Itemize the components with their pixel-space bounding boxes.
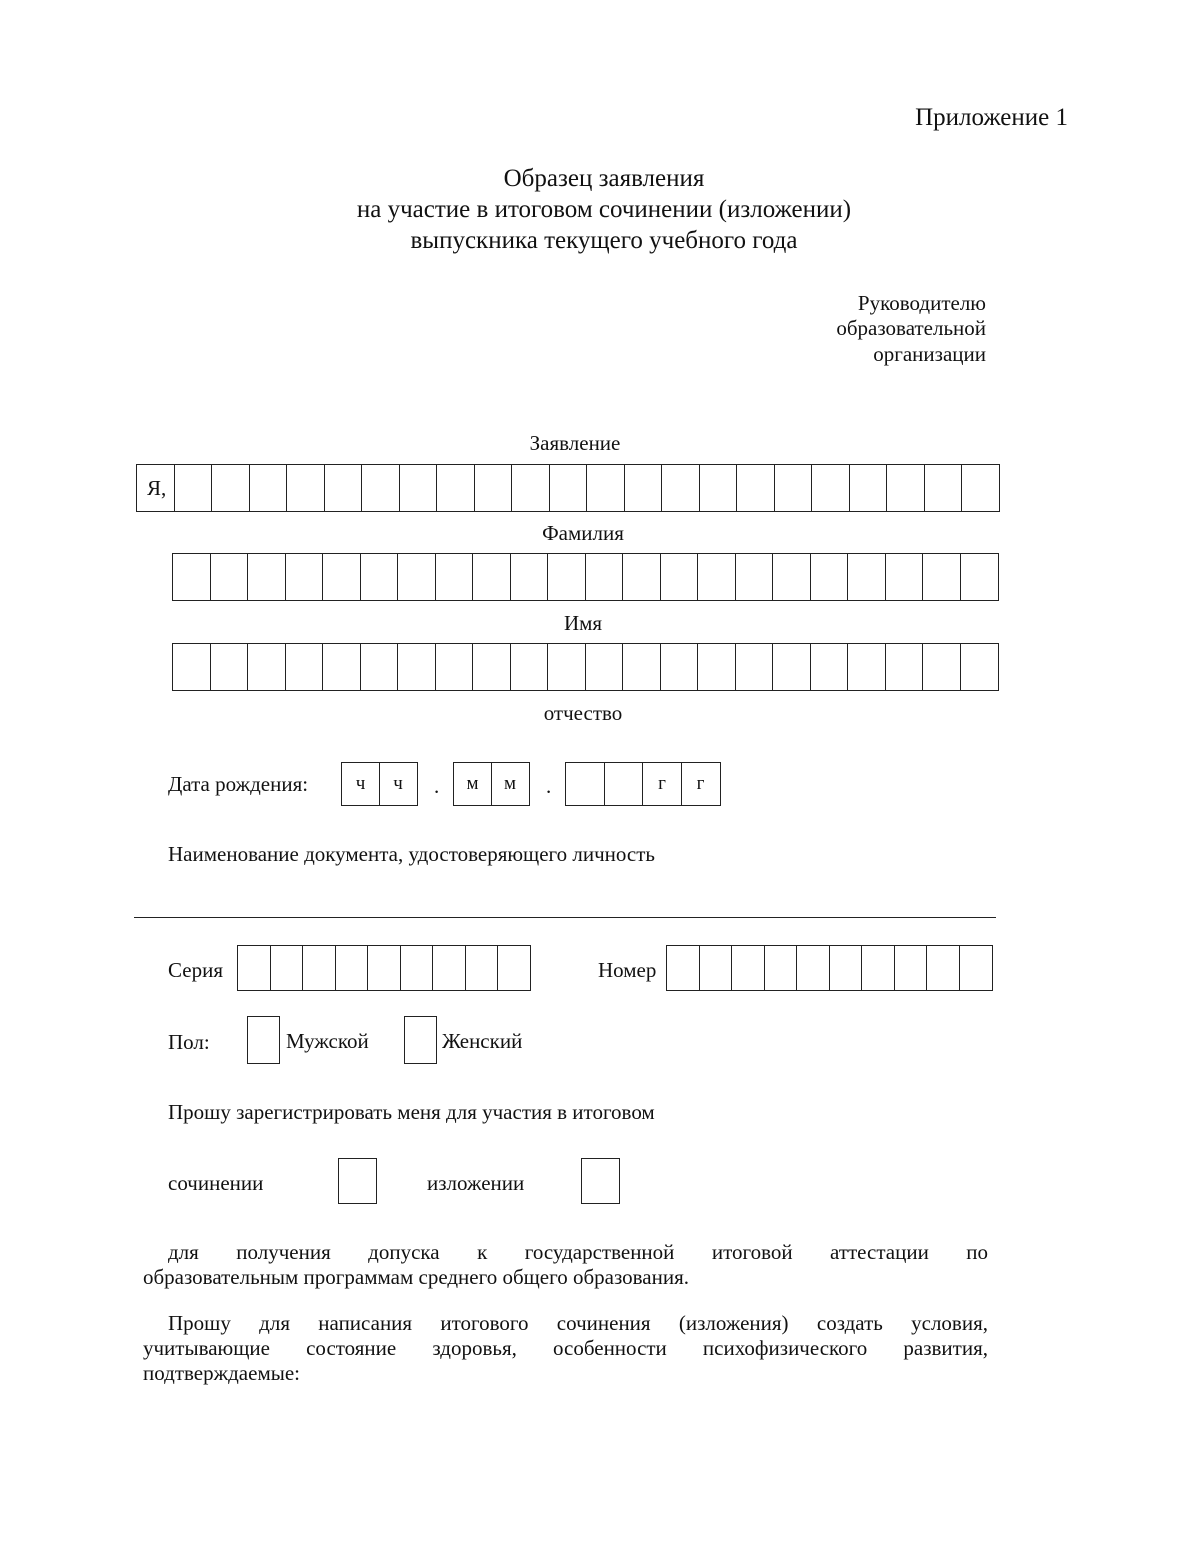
surname-letter-cell[interactable] xyxy=(174,464,213,512)
name-letter-cell[interactable] xyxy=(397,553,436,601)
name-letter-cell[interactable] xyxy=(885,553,924,601)
patronymic-letter-cell[interactable] xyxy=(660,643,699,691)
name-cells xyxy=(172,553,999,601)
number-digit-cell[interactable] xyxy=(731,945,765,991)
number-digit-cell[interactable] xyxy=(861,945,895,991)
day-cell[interactable]: ч xyxy=(341,762,380,806)
patronymic-letter-cell[interactable] xyxy=(810,643,849,691)
name-letter-cell[interactable] xyxy=(585,553,624,601)
male-checkbox[interactable] xyxy=(247,1016,280,1064)
surname-letter-cell[interactable] xyxy=(474,464,513,512)
patronymic-letter-cell[interactable] xyxy=(772,643,811,691)
first-person-cell: Я, xyxy=(136,464,175,512)
essay-checkbox[interactable] xyxy=(338,1158,377,1204)
number-cells xyxy=(666,945,993,991)
form-heading: Заявление xyxy=(529,431,621,455)
patronymic-letter-cell[interactable] xyxy=(472,643,511,691)
patronymic-letter-cell[interactable] xyxy=(585,643,624,691)
patronymic-caption: отчество xyxy=(543,701,623,725)
surname-cells xyxy=(136,464,1000,512)
paragraph-2-line-3: подтверждаемые: xyxy=(143,1361,300,1385)
number-digit-cell[interactable] xyxy=(764,945,798,991)
patronymic-letter-cell[interactable] xyxy=(285,643,324,691)
female-checkbox[interactable] xyxy=(404,1016,437,1064)
presentation-checkbox[interactable] xyxy=(581,1158,620,1204)
number-digit-cell[interactable] xyxy=(666,945,700,991)
number-digit-cell[interactable] xyxy=(926,945,960,991)
surname-letter-cell[interactable] xyxy=(511,464,550,512)
name-letter-cell[interactable] xyxy=(472,553,511,601)
presentation-label: изложении xyxy=(427,1171,525,1195)
patronymic-letter-cell[interactable] xyxy=(735,643,774,691)
id-document-line[interactable] xyxy=(134,917,996,918)
doc-title-line-2: на участие в итоговом сочинении (изложении) xyxy=(356,196,852,223)
series-digit-cell[interactable] xyxy=(270,945,304,991)
birth-date-label: Дата рождения: xyxy=(168,772,309,796)
surname-letter-cell[interactable] xyxy=(774,464,813,512)
number-digit-cell[interactable] xyxy=(796,945,830,991)
name-letter-cell[interactable] xyxy=(210,553,249,601)
name-caption: Имя xyxy=(563,611,603,635)
name-letter-cell[interactable] xyxy=(247,553,286,601)
series-digit-cell[interactable] xyxy=(432,945,466,991)
register-text: Прошу зарегистрировать меня для участия в итоговом xyxy=(168,1100,655,1124)
surname-letter-cell[interactable] xyxy=(586,464,625,512)
name-letter-cell[interactable] xyxy=(735,553,774,601)
surname-letter-cell[interactable] xyxy=(324,464,363,512)
number-digit-cell[interactable] xyxy=(959,945,993,991)
surname-letter-cell[interactable] xyxy=(286,464,325,512)
name-letter-cell[interactable] xyxy=(435,553,474,601)
series-digit-cell[interactable] xyxy=(400,945,434,991)
number-label: Номер xyxy=(598,958,657,982)
patronymic-letter-cell[interactable] xyxy=(847,643,886,691)
name-letter-cell[interactable] xyxy=(510,553,549,601)
month-cell[interactable]: м xyxy=(453,762,492,806)
patronymic-letter-cell[interactable] xyxy=(697,643,736,691)
series-cells xyxy=(237,945,531,991)
patronymic-letter-cell[interactable] xyxy=(172,643,211,691)
paragraph-1-line-2: образовательным программам среднего общего образования. xyxy=(143,1265,689,1289)
patronymic-letter-cell[interactable] xyxy=(397,643,436,691)
series-digit-cell[interactable] xyxy=(237,945,271,991)
name-letter-cell[interactable] xyxy=(847,553,886,601)
addressee-line-1: Руководителю xyxy=(857,291,986,315)
paragraph-1-line-1: для получения допуска к государственной итоговой аттестации по xyxy=(168,1240,988,1264)
paragraph-2-line-2: учитывающие состояние здоровья, особенности психофизического развития, xyxy=(143,1336,988,1360)
patronymic-letter-cell[interactable] xyxy=(210,643,249,691)
patronymic-cells xyxy=(172,643,999,691)
patronymic-letter-cell[interactable] xyxy=(922,643,961,691)
surname-caption: Фамилия xyxy=(542,521,624,545)
addressee-line-2: образовательной xyxy=(836,316,986,340)
surname-letter-cell[interactable] xyxy=(699,464,738,512)
surname-letter-cell[interactable] xyxy=(361,464,400,512)
series-digit-cell[interactable] xyxy=(465,945,499,991)
number-digit-cell[interactable] xyxy=(829,945,863,991)
surname-letter-cell[interactable] xyxy=(549,464,588,512)
patronymic-letter-cell[interactable] xyxy=(547,643,586,691)
surname-letter-cell[interactable] xyxy=(961,464,1000,512)
surname-letter-cell[interactable] xyxy=(399,464,438,512)
patronymic-letter-cell[interactable] xyxy=(322,643,361,691)
year-cell[interactable]: г xyxy=(642,762,682,806)
series-digit-cell[interactable] xyxy=(335,945,369,991)
male-label: Мужской xyxy=(286,1029,369,1053)
series-label: Серия xyxy=(168,958,223,982)
surname-letter-cell[interactable] xyxy=(624,464,663,512)
birth-year-cells xyxy=(565,762,721,806)
surname-letter-cell[interactable] xyxy=(211,464,250,512)
addressee-line-3: организации xyxy=(873,342,986,366)
number-digit-cell[interactable] xyxy=(699,945,733,991)
patronymic-letter-cell[interactable] xyxy=(247,643,286,691)
name-letter-cell[interactable] xyxy=(360,553,399,601)
surname-letter-cell[interactable] xyxy=(736,464,775,512)
year-cell[interactable] xyxy=(604,762,644,806)
patronymic-letter-cell[interactable] xyxy=(960,643,999,691)
paragraph-2-line-1: Прошу для написания итогового сочинения (изложения) создать условия, xyxy=(168,1311,988,1335)
month-cell[interactable]: м xyxy=(491,762,530,806)
name-letter-cell[interactable] xyxy=(660,553,699,601)
name-letter-cell[interactable] xyxy=(322,553,361,601)
name-letter-cell[interactable] xyxy=(810,553,849,601)
date-separator: . xyxy=(434,774,440,798)
female-label: Женский xyxy=(442,1029,523,1053)
year-cell[interactable] xyxy=(565,762,605,806)
series-digit-cell[interactable] xyxy=(497,945,531,991)
id-document-label: Наименование документа, удостоверяющего личность xyxy=(168,842,656,866)
appendix-label: Приложение 1 xyxy=(915,104,1068,131)
name-letter-cell[interactable] xyxy=(622,553,661,601)
essay-label: сочинении xyxy=(168,1171,264,1195)
patronymic-letter-cell[interactable] xyxy=(510,643,549,691)
name-letter-cell[interactable] xyxy=(922,553,961,601)
birth-day-cells xyxy=(341,762,418,806)
name-letter-cell[interactable] xyxy=(697,553,736,601)
surname-letter-cell[interactable] xyxy=(436,464,475,512)
surname-letter-cell[interactable] xyxy=(886,464,925,512)
series-digit-cell[interactable] xyxy=(302,945,336,991)
number-digit-cell[interactable] xyxy=(894,945,928,991)
name-letter-cell[interactable] xyxy=(547,553,586,601)
series-digit-cell[interactable] xyxy=(367,945,401,991)
name-letter-cell[interactable] xyxy=(772,553,811,601)
patronymic-letter-cell[interactable] xyxy=(885,643,924,691)
surname-letter-cell[interactable] xyxy=(661,464,700,512)
patronymic-letter-cell[interactable] xyxy=(622,643,661,691)
surname-letter-cell[interactable] xyxy=(249,464,288,512)
doc-title-line-1: Образец заявления xyxy=(503,165,705,192)
year-cell[interactable]: г xyxy=(681,762,721,806)
patronymic-letter-cell[interactable] xyxy=(360,643,399,691)
surname-letter-cell[interactable] xyxy=(811,464,850,512)
surname-letter-cell[interactable] xyxy=(924,464,963,512)
sex-label: Пол: xyxy=(168,1030,210,1054)
birth-month-cells xyxy=(453,762,530,806)
name-letter-cell[interactable] xyxy=(172,553,211,601)
name-letter-cell[interactable] xyxy=(285,553,324,601)
patronymic-letter-cell[interactable] xyxy=(435,643,474,691)
surname-letter-cell[interactable] xyxy=(849,464,888,512)
day-cell[interactable]: ч xyxy=(379,762,418,806)
doc-title-line-3: выпускника текущего учебного года xyxy=(410,227,798,254)
date-separator: . xyxy=(546,774,552,798)
name-letter-cell[interactable] xyxy=(960,553,999,601)
